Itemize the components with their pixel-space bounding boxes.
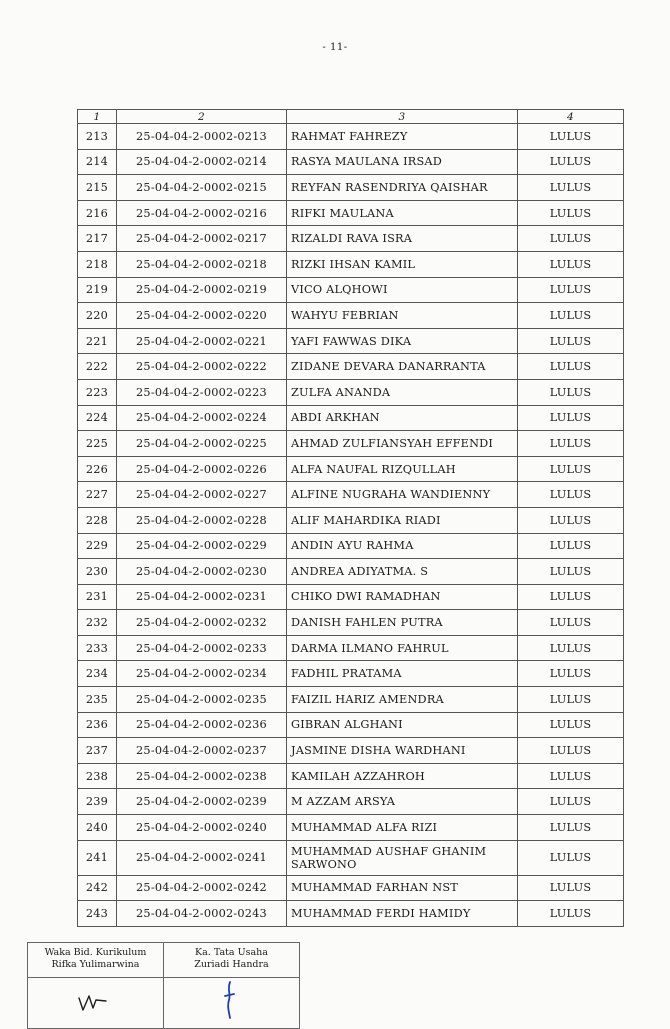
exam-number-cell: 25-04-04-2-0002-0238 <box>117 763 287 789</box>
row-number-cell: 224 <box>78 405 117 431</box>
table-row <box>78 661 624 687</box>
table-row <box>78 405 624 431</box>
signature-right-heading <box>164 943 300 978</box>
exam-number-cell: 25-04-04-2-0002-0234 <box>117 661 287 687</box>
row-number-cell: 220 <box>78 303 117 329</box>
table-row <box>78 763 624 789</box>
student-name-cell: ABDI ARKHAN <box>287 405 518 431</box>
header-col-2: 2 <box>117 110 287 124</box>
signature-left-title: Waka Bid. Kurikulum <box>44 947 147 958</box>
status-cell: LULUS <box>518 277 624 303</box>
status-cell: LULUS <box>518 149 624 175</box>
student-name-cell: MUHAMMAD AUSHAF GHANIM SARWONO <box>287 840 518 875</box>
student-name-cell: JASMINE DISHA WARDHANI <box>287 738 518 764</box>
table-row <box>78 328 624 354</box>
row-number-cell: 226 <box>78 456 117 482</box>
student-name-cell: ANDIN AYU RAHMA <box>287 533 518 559</box>
student-name-cell: WAHYU FEBRIAN <box>287 303 518 329</box>
status-cell: LULUS <box>518 379 624 405</box>
row-number-cell: 223 <box>78 379 117 405</box>
status-cell: LULUS <box>518 584 624 610</box>
signature-left-name: Rifka Yulimarwina <box>51 959 140 970</box>
status-cell: LULUS <box>518 431 624 457</box>
status-cell: LULUS <box>518 901 624 927</box>
student-name-cell: MUHAMMAD FERDI HAMIDY <box>287 901 518 927</box>
row-number-cell: 227 <box>78 482 117 508</box>
row-number-cell: 217 <box>78 226 117 252</box>
student-name-cell: ZULFA ANANDA <box>287 379 518 405</box>
exam-number-cell: 25-04-04-2-0002-0241 <box>117 840 287 875</box>
student-name-cell: GIBRAN ALGHANI <box>287 712 518 738</box>
status-cell: LULUS <box>518 840 624 875</box>
status-cell: LULUS <box>518 200 624 226</box>
status-cell: LULUS <box>518 175 624 201</box>
row-number-cell: 242 <box>78 875 117 901</box>
table-row <box>78 901 624 927</box>
status-cell: LULUS <box>518 328 624 354</box>
row-number-cell: 214 <box>78 149 117 175</box>
status-cell: LULUS <box>518 533 624 559</box>
row-number-cell: 229 <box>78 533 117 559</box>
table-row <box>78 149 624 175</box>
table-row <box>78 251 624 277</box>
status-cell: LULUS <box>518 354 624 380</box>
status-cell: LULUS <box>518 559 624 585</box>
table-row <box>78 584 624 610</box>
row-number-cell: 237 <box>78 738 117 764</box>
table-row <box>78 303 624 329</box>
table-row <box>78 431 624 457</box>
table-row <box>78 507 624 533</box>
header-col-3: 3 <box>287 110 518 124</box>
row-number-cell: 230 <box>78 559 117 585</box>
row-number-cell: 219 <box>78 277 117 303</box>
student-name-cell: MUHAMMAD ALFA RIZI <box>287 815 518 841</box>
status-cell: LULUS <box>518 712 624 738</box>
signature-box <box>27 942 300 1029</box>
status-cell: LULUS <box>518 482 624 508</box>
row-number-cell: 228 <box>78 507 117 533</box>
exam-number-cell: 25-04-04-2-0002-0243 <box>117 901 287 927</box>
status-cell: LULUS <box>518 875 624 901</box>
table-row <box>78 354 624 380</box>
status-cell: LULUS <box>518 251 624 277</box>
student-name-cell: KAMILAH AZZAHROH <box>287 763 518 789</box>
table-row <box>78 610 624 636</box>
student-name-cell: VICO ALQHOWI <box>287 277 518 303</box>
exam-number-cell: 25-04-04-2-0002-0217 <box>117 226 287 252</box>
student-name-cell: DANISH FAHLEN PUTRA <box>287 610 518 636</box>
exam-number-cell: 25-04-04-2-0002-0220 <box>117 303 287 329</box>
table-row <box>78 124 624 150</box>
page-number: - 11- <box>322 42 348 53</box>
row-number-cell: 221 <box>78 328 117 354</box>
student-name-cell: RIZALDI RAVA ISRA <box>287 226 518 252</box>
student-name-cell: FADHIL PRATAMA <box>287 661 518 687</box>
row-number-cell: 215 <box>78 175 117 201</box>
row-number-cell: 239 <box>78 789 117 815</box>
exam-number-cell: 25-04-04-2-0002-0227 <box>117 482 287 508</box>
status-cell: LULUS <box>518 763 624 789</box>
student-name-cell: REYFAN RASENDRIYA QAISHAR <box>287 175 518 201</box>
exam-number-cell: 25-04-04-2-0002-0222 <box>117 354 287 380</box>
row-number-cell: 236 <box>78 712 117 738</box>
exam-number-cell: 25-04-04-2-0002-0228 <box>117 507 287 533</box>
row-number-cell: 225 <box>78 431 117 457</box>
table-row <box>78 840 624 875</box>
table-header-row <box>78 110 624 124</box>
exam-number-cell: 25-04-04-2-0002-0237 <box>117 738 287 764</box>
table-row <box>78 456 624 482</box>
exam-number-cell: 25-04-04-2-0002-0232 <box>117 610 287 636</box>
exam-number-cell: 25-04-04-2-0002-0231 <box>117 584 287 610</box>
student-name-cell: YAFI FAWWAS DIKA <box>287 328 518 354</box>
table-row <box>78 789 624 815</box>
student-name-cell: FAIZIL HARIZ AMENDRA <box>287 687 518 713</box>
table-row <box>78 200 624 226</box>
exam-number-cell: 25-04-04-2-0002-0230 <box>117 559 287 585</box>
signature-right-initial <box>214 980 244 1020</box>
student-name-cell: AHMAD ZULFIANSYAH EFFENDI <box>287 431 518 457</box>
signature-right-paraf-cell <box>164 978 300 1029</box>
status-cell: LULUS <box>518 815 624 841</box>
student-name-cell: ALIF MAHARDIKA RIADI <box>287 507 518 533</box>
exam-number-cell: 25-04-04-2-0002-0226 <box>117 456 287 482</box>
exam-number-cell: 25-04-04-2-0002-0223 <box>117 379 287 405</box>
student-name-cell: ALFINE NUGRAHA WANDIENNY <box>287 482 518 508</box>
row-number-cell: 218 <box>78 251 117 277</box>
row-number-cell: 216 <box>78 200 117 226</box>
table-row <box>78 379 624 405</box>
exam-number-cell: 25-04-04-2-0002-0239 <box>117 789 287 815</box>
table-row <box>78 277 624 303</box>
status-cell: LULUS <box>518 405 624 431</box>
status-cell: LULUS <box>518 789 624 815</box>
exam-number-cell: 25-04-04-2-0002-0215 <box>117 175 287 201</box>
table-row <box>78 482 624 508</box>
row-number-cell: 233 <box>78 635 117 661</box>
exam-number-cell: 25-04-04-2-0002-0240 <box>117 815 287 841</box>
row-number-cell: 231 <box>78 584 117 610</box>
student-name-cell: RIZKI IHSAN KAMIL <box>287 251 518 277</box>
status-cell: LULUS <box>518 124 624 150</box>
signature-right-title: Ka. Tata Usaha <box>195 947 268 958</box>
status-cell: LULUS <box>518 456 624 482</box>
table-row <box>78 635 624 661</box>
signature-left-paraf-cell <box>28 978 164 1029</box>
table-row <box>78 226 624 252</box>
status-cell: LULUS <box>518 303 624 329</box>
row-number-cell: 238 <box>78 763 117 789</box>
row-number-cell: 241 <box>78 840 117 875</box>
student-name-cell: RASYA MAULANA IRSAD <box>287 149 518 175</box>
student-name-cell: CHIKO DWI RAMADHAN <box>287 584 518 610</box>
signature-right-name: Zuriadi Handra <box>194 959 269 970</box>
status-cell: LULUS <box>518 226 624 252</box>
student-name-cell: RAHMAT FAHREZY <box>287 124 518 150</box>
signature-left-initial <box>76 986 116 1016</box>
row-number-cell: 234 <box>78 661 117 687</box>
exam-number-cell: 25-04-04-2-0002-0213 <box>117 124 287 150</box>
status-cell: LULUS <box>518 610 624 636</box>
graduation-table <box>77 109 624 927</box>
exam-number-cell: 25-04-04-2-0002-0233 <box>117 635 287 661</box>
table-row <box>78 175 624 201</box>
row-number-cell: 243 <box>78 901 117 927</box>
exam-number-cell: 25-04-04-2-0002-0235 <box>117 687 287 713</box>
row-number-cell: 213 <box>78 124 117 150</box>
exam-number-cell: 25-04-04-2-0002-0229 <box>117 533 287 559</box>
status-cell: LULUS <box>518 635 624 661</box>
table-row <box>78 687 624 713</box>
exam-number-cell: 25-04-04-2-0002-0214 <box>117 149 287 175</box>
table-row <box>78 815 624 841</box>
exam-number-cell: 25-04-04-2-0002-0219 <box>117 277 287 303</box>
header-col-1: 1 <box>78 110 117 124</box>
exam-number-cell: 25-04-04-2-0002-0236 <box>117 712 287 738</box>
row-number-cell: 232 <box>78 610 117 636</box>
row-number-cell: 222 <box>78 354 117 380</box>
status-cell: LULUS <box>518 687 624 713</box>
table-row <box>78 712 624 738</box>
exam-number-cell: 25-04-04-2-0002-0224 <box>117 405 287 431</box>
status-cell: LULUS <box>518 507 624 533</box>
signature-left-heading <box>28 943 164 978</box>
header-col-4: 4 <box>518 110 624 124</box>
student-name-cell: ALFA NAUFAL RIZQULLAH <box>287 456 518 482</box>
row-number-cell: 240 <box>78 815 117 841</box>
table-row <box>78 533 624 559</box>
exam-number-cell: 25-04-04-2-0002-0221 <box>117 328 287 354</box>
student-name-cell: M AZZAM ARSYA <box>287 789 518 815</box>
exam-number-cell: 25-04-04-2-0002-0242 <box>117 875 287 901</box>
student-name-cell: ZIDANE DEVARA DANARRANTA <box>287 354 518 380</box>
student-name-cell: DARMA ILMANO FAHRUL <box>287 635 518 661</box>
table-row <box>78 875 624 901</box>
student-name-cell: RIFKI MAULANA <box>287 200 518 226</box>
table-row <box>78 559 624 585</box>
row-number-cell: 235 <box>78 687 117 713</box>
exam-number-cell: 25-04-04-2-0002-0225 <box>117 431 287 457</box>
student-name-cell: MUHAMMAD FARHAN NST <box>287 875 518 901</box>
exam-number-cell: 25-04-04-2-0002-0218 <box>117 251 287 277</box>
exam-number-cell: 25-04-04-2-0002-0216 <box>117 200 287 226</box>
student-name-cell: ANDREA ADIYATMA. S <box>287 559 518 585</box>
status-cell: LULUS <box>518 738 624 764</box>
status-cell: LULUS <box>518 661 624 687</box>
table-row <box>78 738 624 764</box>
